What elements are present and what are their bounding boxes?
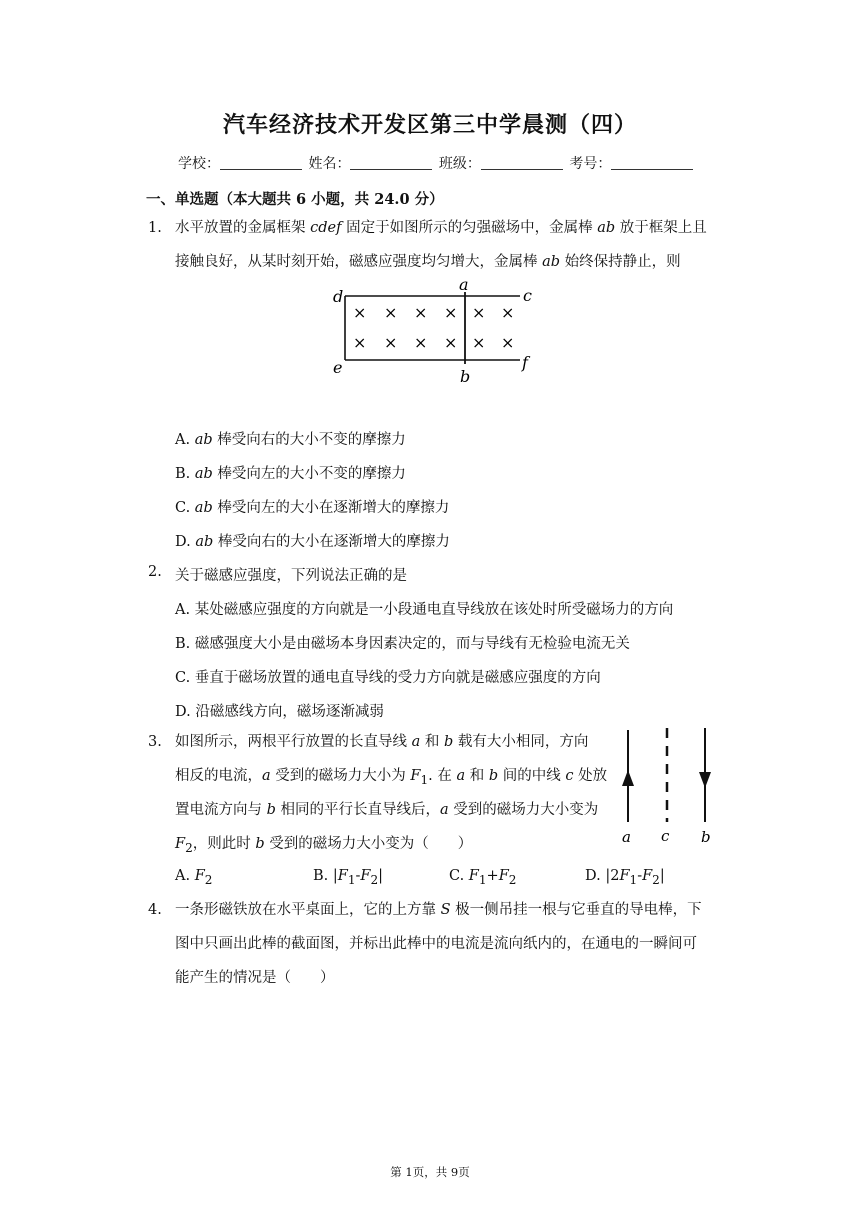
q1-stem-line1: 水平放置的金属框架 cdef 固定于如图所示的匀强磁场中，金属棒 ab 放于框架上且 xyxy=(175,220,707,236)
label-a: a xyxy=(459,276,469,294)
exam-no-blank[interactable] xyxy=(611,155,693,170)
class-label: 班级： xyxy=(438,156,481,172)
q4-number: 4. xyxy=(148,902,162,918)
field-cross-icon: × xyxy=(472,303,486,322)
q3-stem-line4: $F_2$，则此时 b 受到的磁场力大小变为（ ） xyxy=(175,836,473,855)
q1-number: 1. xyxy=(148,220,162,236)
field-cross-icon: × xyxy=(414,333,428,352)
q1-figure-frame xyxy=(325,276,545,388)
q2-option-a[interactable]: A. 某处磁感应强度的方向就是一小段通电直导线放在该处时所受磁场力的方向 xyxy=(175,602,674,618)
label-c: c xyxy=(661,827,670,845)
label-f: f xyxy=(522,353,528,372)
label-b: b xyxy=(460,367,471,386)
label-d: d xyxy=(333,287,344,306)
total-pages: 9 xyxy=(450,1165,459,1179)
q2-option-c[interactable]: C. 垂直于磁场放置的通电直导线的受力方向就是磁感应强度的方向 xyxy=(175,670,601,686)
field-cross-icon: × xyxy=(444,333,458,352)
q4-stem-line3: 能产生的情况是（ ） xyxy=(175,970,335,986)
q3-stem-line1: 如图所示，两根平行放置的长直导线 a 和 b 载有大小相同，方向 xyxy=(175,734,589,750)
field-cross-icon: × xyxy=(501,333,515,352)
q1-option-c[interactable]: C. ab 棒受向左的大小在逐渐增大的摩擦力 xyxy=(175,500,450,516)
field-cross-icon: × xyxy=(414,303,428,322)
field-cross-icon: × xyxy=(384,303,398,322)
q1-option-d[interactable]: D. ab 棒受向右的大小在逐渐增大的摩擦力 xyxy=(175,534,450,550)
label-b: b xyxy=(701,828,711,846)
q3-stem-line2: 相反的电流，a 受到的磁场力大小为 $F_1$. 在 a 和 b 间的中线 c 处放 xyxy=(175,768,608,787)
field-cross-icon: × xyxy=(501,303,515,322)
q2-option-d[interactable]: D. 沿磁感线方向，磁场逐渐减弱 xyxy=(175,704,384,720)
school-label: 学校： xyxy=(178,156,220,172)
q2-option-b[interactable]: B. 磁感强度大小是由磁场本身因素决定的，而与导线有无检验电流无关 xyxy=(175,636,630,652)
q4-stem-line1: 一条形磁铁放在水平桌面上，它的上方靠 S 极一侧吊挂一根与它垂直的导电棒，下 xyxy=(175,902,702,918)
q3-stem-line3: 置电流方向与 b 相同的平行长直导线后，a 受到的磁场力大小变为 xyxy=(175,802,599,818)
school-blank[interactable] xyxy=(220,155,302,170)
arrow-down-icon xyxy=(699,772,711,788)
label-c: c xyxy=(523,286,532,305)
section-heading: 一、单选题（本大题共 6 小题，共 24.0 分） xyxy=(146,191,444,208)
page-title: 汽车经济技术开发区第三中学晨测（四） xyxy=(222,112,637,138)
q3-option-b[interactable]: B. $|F_1-F_2|$ xyxy=(313,868,384,887)
q2-stem: 关于磁感应强度，下列说法正确的是 xyxy=(175,568,407,584)
label-e: e xyxy=(333,358,343,377)
exam-no-label: 考号： xyxy=(569,156,612,172)
q2-number: 2. xyxy=(148,564,162,580)
q1-option-b[interactable]: B. ab 棒受向左的大小不变的摩擦力 xyxy=(175,466,406,482)
q3-number: 3. xyxy=(148,734,162,750)
current-page: 1 xyxy=(405,1165,413,1179)
q3-figure-wires xyxy=(610,722,720,850)
field-cross-icon: × xyxy=(353,333,367,352)
q3-option-c[interactable]: C. $F_1+F_2$ xyxy=(449,868,517,887)
name-blank[interactable] xyxy=(350,155,432,170)
field-cross-icon: × xyxy=(353,303,367,322)
q1-stem-line2: 接触良好，从某时刻开始，磁感应强度均匀增大，金属棒 ab 始终保持静止，则 xyxy=(175,254,681,270)
field-cross-icon: × xyxy=(384,333,398,352)
class-blank[interactable] xyxy=(481,155,563,170)
field-cross-icon: × xyxy=(472,333,486,352)
page-footer: 第 1页，共 9页 xyxy=(390,1165,470,1179)
q3-option-d[interactable]: D. $|2F_1-F_2|$ xyxy=(585,868,665,887)
label-a: a xyxy=(622,828,631,846)
student-info-line xyxy=(178,153,695,173)
field-cross-icon: × xyxy=(444,303,458,322)
q4-stem-line2: 图中只画出此棒的截面图，并标出此棒中的电流是流向纸内的，在通电的一瞬间可 xyxy=(175,936,697,952)
q3-option-a[interactable]: A. $F_2$ xyxy=(175,868,213,887)
q1-option-a[interactable]: A. ab 棒受向右的大小不变的摩擦力 xyxy=(175,432,406,448)
arrow-up-icon xyxy=(622,770,634,786)
name-label: 姓名： xyxy=(308,156,351,172)
magnetic-field-crosses xyxy=(353,303,514,352)
